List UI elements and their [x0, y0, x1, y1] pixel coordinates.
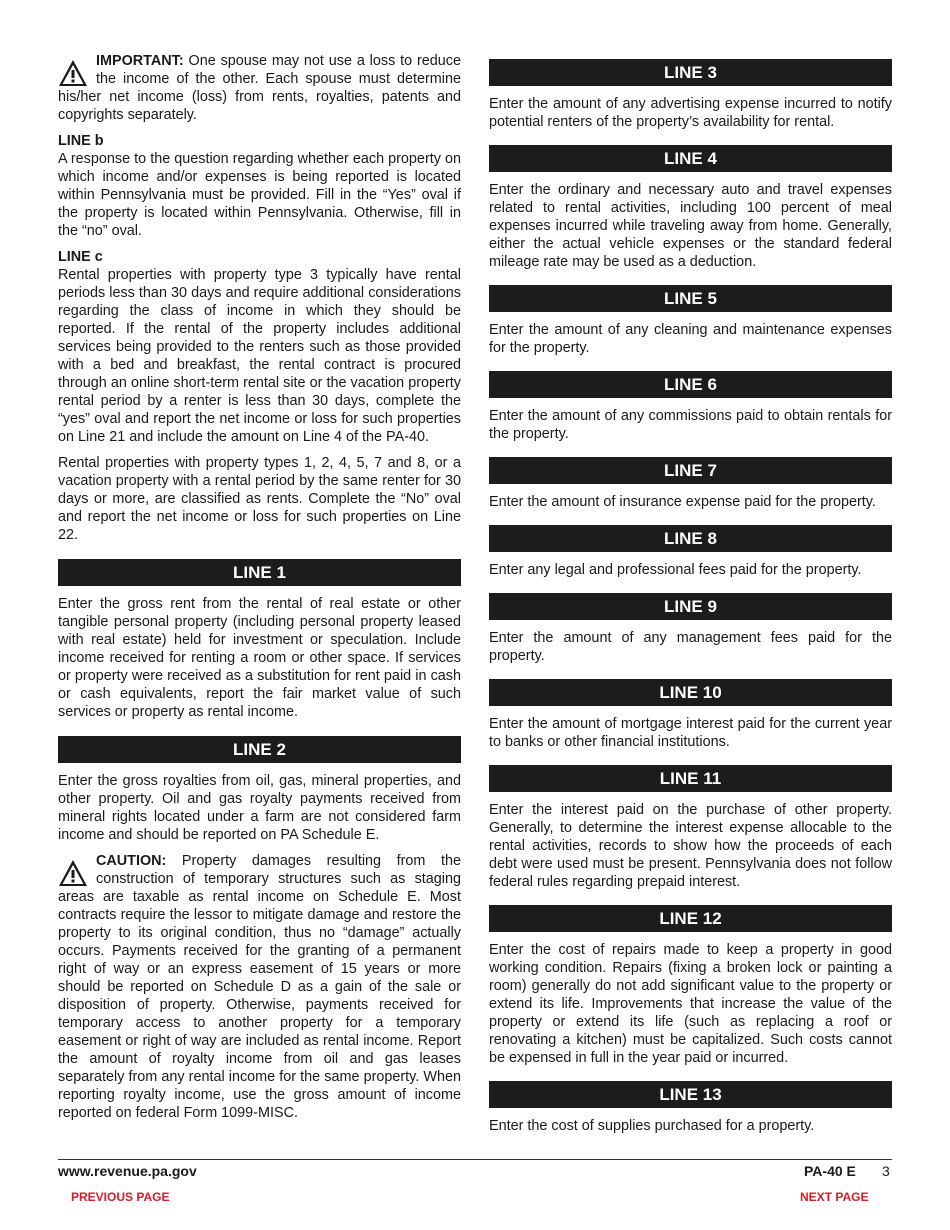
line-12-text: Enter the cost of repairs made to keep a property in good working condition. Repairs (fixing a broken lock or painting a room) generally do not add significant value to the property or extend its life. Improvements that increase the value of the property or extend its life (such as replacing a roof or renovating a kitchen) must be capitalized. Such costs cannot be expensed in full in the year paid or incurred. — [489, 942, 892, 1066]
line-5-header: LINE 5 — [489, 285, 892, 312]
caution-icon — [58, 858, 88, 888]
line-12-header: LINE 12 — [489, 905, 892, 932]
caution-paragraph — [58, 852, 461, 1122]
line-6-header: LINE 6 — [489, 371, 892, 398]
line-2-header: LINE 2 — [58, 736, 461, 763]
line-b-title: LINE b — [58, 133, 104, 149]
important-text: One spouse may not use a loss to reduce the income of the other. Each spouse must determine his/her net income (loss) from rents, royalties, patents and copyrights separately. — [58, 53, 461, 123]
previous-page-link[interactable]: PREVIOUS PAGE — [71, 1190, 170, 1204]
line-c-title: LINE c — [58, 249, 103, 265]
warning-icon — [58, 58, 88, 88]
line-10-header: LINE 10 — [489, 679, 892, 706]
line-9-header: LINE 9 — [489, 593, 892, 620]
line-3-header: LINE 3 — [489, 59, 892, 86]
footer-divider — [58, 1159, 892, 1160]
line-9-text: Enter the amount of any management fees paid for the property. — [489, 630, 892, 664]
line-11-text: Enter the interest paid on the purchase of other property. Generally, to determine the interest expense allocable to the rental activities, records to show how the proceeds of each debt were used must be present. Pennsylvania does not follow federal rules regarding prepaid interest. — [489, 802, 892, 890]
line-7-header: LINE 7 — [489, 457, 892, 484]
line-c-text-2: Rental properties with property types 1, 2, 4, 5, 7 and 8, or a vacation property with a rental period by the same renter for 30 days or more, are classified as rents. Complete the “No” oval and report the net income or loss for such properties on Line 22. — [58, 455, 461, 543]
footer-website[interactable]: www.revenue.pa.gov — [58, 1163, 197, 1179]
line-c-text-1: Rental properties with property type 3 typically have rental periods less than 30 days and require additional considerations regarding the class of income in which they should be reported. If the rental of the property includes additional services being provided to the renters such as those provided with a bed and breakfast, the rental contract is procured through an online short-term rental site or the vacation property rental period by a renter is less than 30 days, complete the “yes” oval and report the net income or loss for such properties on Line 21 and include the amount on Line 4 of the PA-40. — [58, 267, 461, 445]
line-b-section — [58, 132, 461, 240]
line-4-text: Enter the ordinary and necessary auto and travel expenses related to rental activities, including 100 percent of meal expenses incurred while traveling away from home. Generally, either the actual vehicle expenses or the standard federal mileage rate may be used as a deduction. — [489, 182, 892, 270]
line-11-header: LINE 11 — [489, 765, 892, 792]
line-8-header: LINE 8 — [489, 525, 892, 552]
line-7-text: Enter the amount of insurance expense paid for the property. — [489, 494, 876, 510]
footer-form-name: PA-40 E — [804, 1163, 856, 1179]
line-c-section-2 — [58, 454, 461, 544]
right-column — [489, 59, 892, 1135]
line-2-text: Enter the gross royalties from oil, gas, mineral properties, and other property. Oil and gas royalty payments received from mineral rights located under a farm are not considered farm income and should be reported on PA Schedule E. — [58, 773, 461, 843]
important-paragraph — [58, 52, 461, 124]
line-c-section — [58, 248, 461, 446]
caution-text: Property damages resulting from the construction of temporary structures such as staging areas are taxable as rental income on Schedule E. Most contracts require the lessor to mitigate damage and restore the property to its original condition, thus no “damage” actually occurs. Payments received for the granting of a permanent right of way or an express easement of 15 years or more should be reported on Schedule D as a gain of the sale or disposition of property. Otherwise, payments received for temporary access to another property for a temporary easement or right of way are included as rental income. Report the amount of royalty income from oil and gas leases separately from any rental income for the same property. When reporting royalty income, use the gross amount of income reported on federal Form 1099-MISC. — [58, 853, 461, 1121]
caution-note — [58, 852, 461, 1122]
line-8-text: Enter any legal and professional fees paid for the property. — [489, 562, 862, 578]
line-4-header: LINE 4 — [489, 145, 892, 172]
line-1-header: LINE 1 — [58, 559, 461, 586]
line-6-text: Enter the amount of any commissions paid to obtain rentals for the property. — [489, 408, 892, 442]
line-13-text: Enter the cost of supplies purchased for a property. — [489, 1118, 815, 1134]
line-13-header: LINE 13 — [489, 1081, 892, 1108]
line-1-text: Enter the gross rent from the rental of real estate or other tangible personal property (including personal property leased with real estate) held for investment or speculation. Include income received for renting a room or other space. If services or property were received as a substitution for rent paid in cash or cash equivalents, report the fair market value of such services or property as rental income. — [58, 596, 461, 720]
line-b-text: A response to the question regarding whether each property on which income and/or expenses is being reported is located within Pennsylvania must be provided. Fill in the “Yes” oval if the property is located within Pennsylvania. Otherwise, fill in the “no” oval. — [58, 151, 461, 239]
line-3-text: Enter the amount of any advertising expense incurred to notify potential renters of the property’s availability for rental. — [489, 96, 892, 130]
line-5-text: Enter the amount of any cleaning and maintenance expenses for the property. — [489, 322, 892, 356]
left-column — [58, 52, 461, 1122]
important-note — [58, 52, 461, 124]
caution-label: CAUTION: — [96, 853, 167, 869]
important-label: IMPORTANT: — [96, 53, 184, 69]
footer-page-number: 3 — [882, 1163, 890, 1179]
line-10-text: Enter the amount of mortgage interest paid for the current year to banks or other financial institutions. — [489, 716, 892, 750]
next-page-link[interactable]: NEXT PAGE — [800, 1190, 869, 1204]
